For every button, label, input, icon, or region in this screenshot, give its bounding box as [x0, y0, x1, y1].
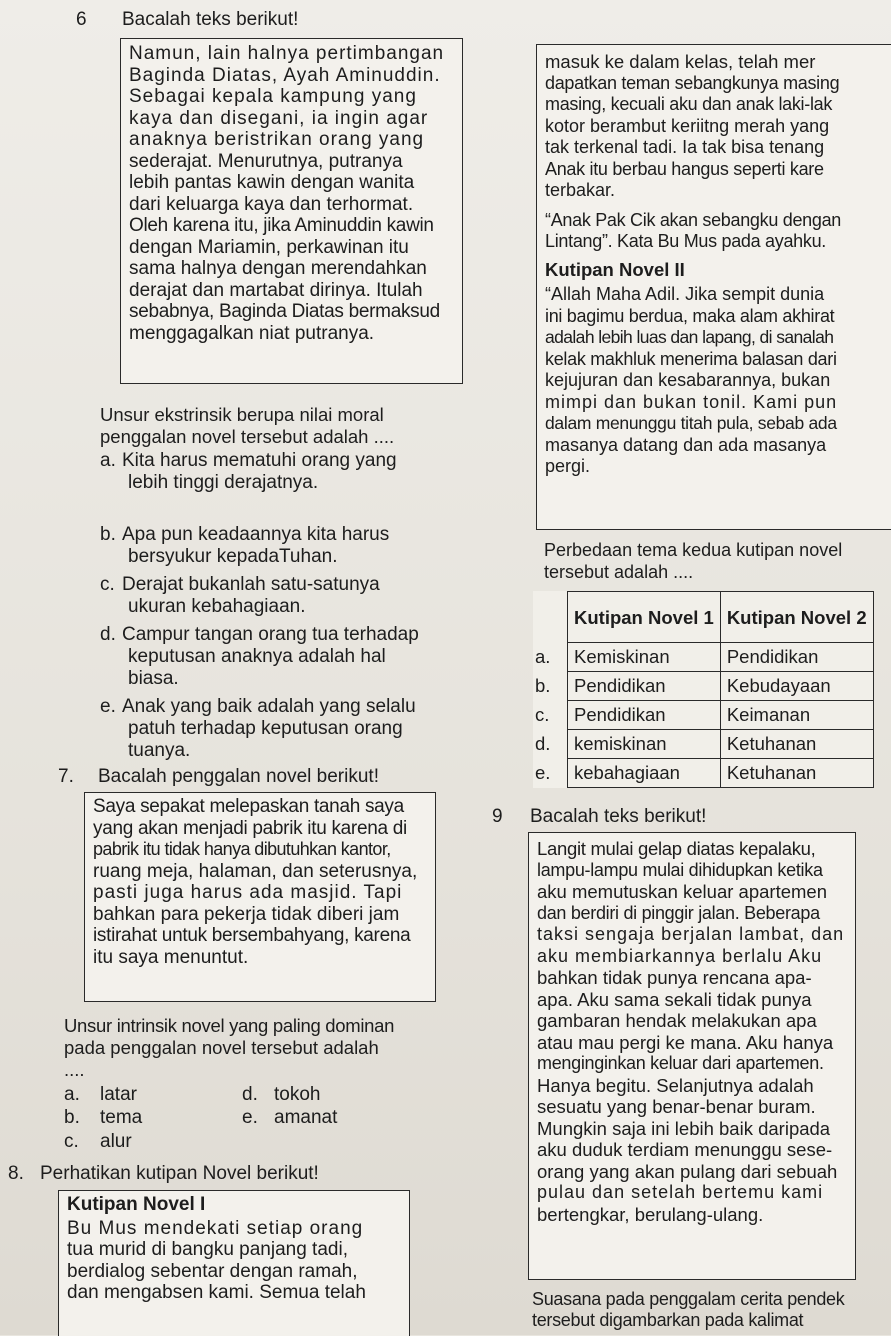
q6-passage-line: derajat dan martabat dirinya. Itulah: [129, 279, 423, 301]
q6-option-label: e.: [100, 696, 116, 717]
q8-passage-box: [58, 1190, 410, 1336]
table-corner: [533, 592, 568, 643]
q8-title: Perhatikan kutipan Novel berikut!: [40, 1163, 319, 1184]
q8-passage-line: dapatkan teman sebangkunya masing: [545, 72, 840, 93]
q6-option-e-cont: patuh terhadap keputusan orang: [128, 718, 403, 739]
q7-option-d[interactable]: [242, 1084, 320, 1106]
q6-passage-line: anaknya beristrikan orang yang: [129, 129, 425, 150]
table-cell: Kemiskinan: [568, 643, 721, 672]
q9-passage-line: aku duduk terdiam menunggu sese-: [537, 1139, 833, 1160]
q7-option-a[interactable]: [64, 1084, 137, 1106]
q6-question-line: Unsur ekstrinsik berupa nilai moral: [100, 404, 384, 425]
q6-option-text: Anak yang baik adalah yang selalu: [122, 696, 416, 717]
q7-passage-line: pabrik itu tidak hanya dibutuhkan kantor,: [93, 839, 391, 859]
q9-passage-line: pulau dan setelah bertemu kami: [537, 1182, 824, 1202]
q8-passage-box-cont: [536, 44, 891, 530]
q9-passage-line: lampu-lampu mulai dihidupkan ketika: [537, 859, 823, 880]
q9-passage-line: Mungkin saja ini lebih baik daripada: [537, 1117, 831, 1139]
q9-passage-line: Langit mulai gelap diatas kepalaku,: [537, 838, 816, 859]
q6-option-a-cont: lebih tinggi derajatnya.: [128, 472, 319, 493]
q7-passage-line: bahkan para pekerja tidak diberi jam: [93, 903, 400, 925]
q6-passage-line: menggagalkan niat putranya.: [129, 322, 375, 344]
q9-passage-line: Hanya begitu. Selanjutnya adalah: [537, 1074, 814, 1096]
q6-option-c-cont: ukuran kebahagiaan.: [128, 596, 306, 617]
q7-option-text: tema: [100, 1107, 143, 1128]
q8-answer-table: [533, 591, 874, 788]
table-cell: Pendidikan: [720, 643, 873, 672]
q8-passage-line: tua murid di bangku panjang tadi,: [67, 1239, 348, 1260]
q9-title: Bacalah teks berikut!: [530, 806, 707, 827]
q7-option-c[interactable]: [64, 1131, 132, 1153]
q8-question-line: tersebut adalah ....: [544, 562, 694, 582]
q8-passage-line: Anak itu berbau hangus seperti kare: [545, 158, 824, 179]
q8-passage-line: terbakar.: [545, 180, 616, 200]
q7-question-line: pada penggalan novel tersebut adalah: [64, 1037, 379, 1058]
q7-passage-line: istirahat untuk bersembahyang, karena: [93, 925, 411, 946]
table-cell: Pendidikan: [568, 701, 721, 730]
q8-passage2-line: mimpi dan bukan tonil. Kami pun: [545, 391, 838, 412]
q7-option-b[interactable]: [64, 1107, 142, 1129]
q9-passage-line: gambaran hendak melakukan apa: [537, 1010, 817, 1031]
q6-option-label: a.: [100, 450, 116, 471]
q7-option-text: tokoh: [274, 1084, 321, 1105]
table-row[interactable]: [533, 643, 873, 672]
q7-passage-line: pasti juga harus ada masjid. Tapi: [93, 882, 403, 903]
q7-question-line: ....: [64, 1059, 85, 1080]
table-row-label: a.: [533, 643, 568, 672]
q8-passage2-line: masanya datang dan ada masanya: [545, 434, 827, 455]
q6-passage-line: sama halnya dengan merendahkan: [129, 258, 427, 279]
q7-passage-line: ruang meja, halaman, dan seterusnya,: [93, 860, 418, 882]
q7-option-label: c.: [64, 1131, 79, 1152]
q6-passage-line: Baginda Diatas, Ayah Aminuddin.: [129, 64, 441, 86]
q7-option-text: alur: [100, 1131, 132, 1152]
q8-passage-line: tak terkenal tadi. Ia tak bisa tenang: [545, 137, 825, 157]
table-cell: Ketuhanan: [720, 730, 873, 759]
q8-heading: Kutipan Novel I: [67, 1194, 206, 1215]
q6-option-e[interactable]: [100, 696, 416, 718]
q7-question-line: Unsur intrinsik novel yang paling dominan: [64, 1015, 395, 1036]
table-cell: Ketuhanan: [720, 759, 873, 788]
q7-option-label: b.: [64, 1107, 80, 1128]
q9-passage-line: bertengkar, berulang-ulang.: [537, 1203, 764, 1225]
q6-passage-line: dari keluarga kaya dan terhormat.: [129, 193, 414, 215]
q8-passage2-line: kejujuran dan kesabarannya, bukan: [545, 370, 831, 390]
table-row-label: b.: [533, 672, 568, 701]
q7-option-label: a.: [64, 1084, 80, 1105]
q6-option-b-cont: bersyukur kepadaTuhan.: [128, 546, 338, 567]
q8-passage-line: berdialog sebentar dengan ramah,: [67, 1260, 358, 1282]
q8-passage-line: Lintang”. Kata Bu Mus pada ayahku.: [545, 231, 826, 251]
q8-number: 8.: [8, 1163, 24, 1184]
q8-question-line: Perbedaan tema kedua kutipan novel: [544, 540, 843, 560]
q6-passage-line: dengan Mariamin, perkawinan itu: [129, 236, 409, 258]
table-header-novel-2: Kutipan Novel 2: [720, 592, 873, 643]
q7-option-label: d.: [242, 1084, 258, 1105]
q9-question-line: tersebut digambarkan pada kalimat: [532, 1310, 804, 1330]
table-cell: Kebudayaan: [720, 672, 873, 701]
q7-title: Bacalah penggalan novel berikut!: [98, 766, 379, 787]
table-row-label: c.: [533, 701, 568, 730]
q7-option-text: amanat: [274, 1107, 338, 1128]
q6-option-text: Derajat bukanlah satu-satunya: [122, 574, 380, 595]
table-row[interactable]: [533, 730, 873, 759]
q6-passage-line: sebabnya, Baginda Diatas bermaksud: [129, 301, 440, 322]
q7-passage-line: Saya sepakat melepaskan tanah saya: [93, 796, 404, 817]
table-row-label: d.: [533, 730, 568, 759]
q8-passage-line: kotor berambut keriitng merah yang: [545, 115, 830, 136]
q9-passage-line: apa. Aku sama sekali tidak punya: [537, 988, 812, 1010]
q6-title: Bacalah teks berikut!: [122, 9, 299, 30]
q6-question-line: penggalan novel tersebut adalah ....: [100, 426, 395, 447]
q9-passage-line: dan berdiri di pinggir jalan. Beberapa: [537, 902, 820, 923]
q6-number: 6: [76, 9, 87, 30]
q8-passage-line: Bu Mus mendekati setiap orang: [67, 1217, 364, 1239]
q6-option-d-cont: biasa.: [128, 668, 179, 689]
table-cell: kemiskinan: [568, 730, 721, 759]
q8-passage2-line: adalah lebih luas dan lapang, di sanalah: [545, 327, 834, 347]
table-cell: kebahagiaan: [568, 759, 721, 788]
q9-passage-line: atau mau pergi ke mana. Aku hanya: [537, 1031, 834, 1053]
q9-passage-line: aku memutuskan keluar apartemen: [537, 881, 827, 902]
q9-question-line: Suasana pada penggalam cerita pendek: [532, 1289, 845, 1309]
q8-passage2-line: ini bagimu berdua, maka alam akhirat: [545, 305, 835, 326]
q6-option-text: Campur tangan orang tua terhadap: [122, 624, 419, 645]
q8-passage2-line: kelak makhluk menerima balasan dari: [545, 348, 837, 369]
q6-passage-line: Namun, lain halnya pertimbangan: [129, 43, 445, 64]
q9-passage-line: sesuatu yang benar-benar buram.: [537, 1096, 816, 1117]
q9-passage-line: bahkan tidak punya rencana apa-: [537, 967, 812, 988]
q9-passage-line: orang yang akan pulang dari sebuah: [537, 1160, 838, 1182]
q8-passage-line: “Anak Pak Cik akan sebangku dengan: [545, 209, 842, 230]
q6-passage-line: sederajat. Menurutnya, putranya: [129, 150, 403, 172]
q7-passage-line: itu saya menuntut.: [93, 946, 249, 968]
q9-passage-line: menginginkan keluar dari apartemen.: [537, 1053, 824, 1073]
q8-passage2-line: dalam menunggu titah pula, sebab ada: [545, 413, 837, 433]
table-header-row: [533, 592, 873, 643]
q6-option-c[interactable]: [100, 574, 380, 596]
q7-option-label: e.: [242, 1107, 258, 1128]
q8-passage2-line: pergi.: [545, 456, 591, 476]
q7-option-e[interactable]: [242, 1107, 337, 1129]
q7-number: 7.: [58, 766, 74, 787]
table-cell: Pendidikan: [568, 672, 721, 701]
q6-passage-line: Oleh karena itu, jika Aminuddin kawin: [129, 215, 434, 236]
q6-option-d[interactable]: [100, 624, 419, 646]
q6-option-label: b.: [100, 524, 116, 545]
q6-option-b[interactable]: [100, 524, 389, 546]
q6-passage-line: lebih pantas kawin dengan wanita: [129, 172, 415, 193]
q7-option-text: latar: [100, 1084, 137, 1105]
q9-passage-box: [528, 832, 856, 1280]
q6-option-a[interactable]: [100, 450, 397, 472]
table-row[interactable]: [533, 672, 873, 701]
q8-passage-line: masuk ke dalam kelas, telah mer: [545, 51, 816, 72]
q7-passage-box: [84, 792, 436, 1002]
q6-option-d-cont: keputusan anaknya adalah hal: [128, 646, 386, 667]
q7-passage-line: yang akan menjadi pabrik itu karena di: [93, 817, 407, 839]
q6-passage-line: kaya dan disegani, ia ingin agar: [129, 107, 429, 129]
q6-passage-box: [120, 38, 463, 384]
q9-passage-line: aku membiarkannya berlalu Aku: [537, 945, 823, 966]
q6-option-text: Kita harus mematuhi orang yang: [122, 450, 397, 471]
table-row[interactable]: [533, 759, 873, 788]
table-row-label: e.: [533, 759, 568, 788]
q6-option-label: d.: [100, 624, 116, 645]
q9-number: 9: [492, 806, 503, 827]
q6-passage-line: Sebagai kepala kampung yang: [129, 86, 417, 107]
q6-option-e-cont: tuanya.: [128, 740, 191, 761]
table-cell: Keimanan: [720, 701, 873, 730]
q6-option-text: Apa pun keadaannya kita harus: [122, 524, 390, 545]
q9-passage-line: taksi sengaja berjalan lambat, dan: [537, 924, 845, 944]
table-row[interactable]: [533, 701, 873, 730]
q8-passage-line: masing, kecuali aku dan anak laki-lak: [545, 94, 833, 114]
q8-passage2-line: “Allah Maha Adil. Jika sempit dunia: [545, 284, 825, 304]
q8-passage-line: dan mengabsen kami. Semua telah: [67, 1282, 366, 1303]
q8-heading-2: Kutipan Novel II: [545, 258, 685, 280]
table-header-novel-1: Kutipan Novel 1: [568, 592, 721, 643]
q6-option-label: c.: [100, 574, 115, 595]
